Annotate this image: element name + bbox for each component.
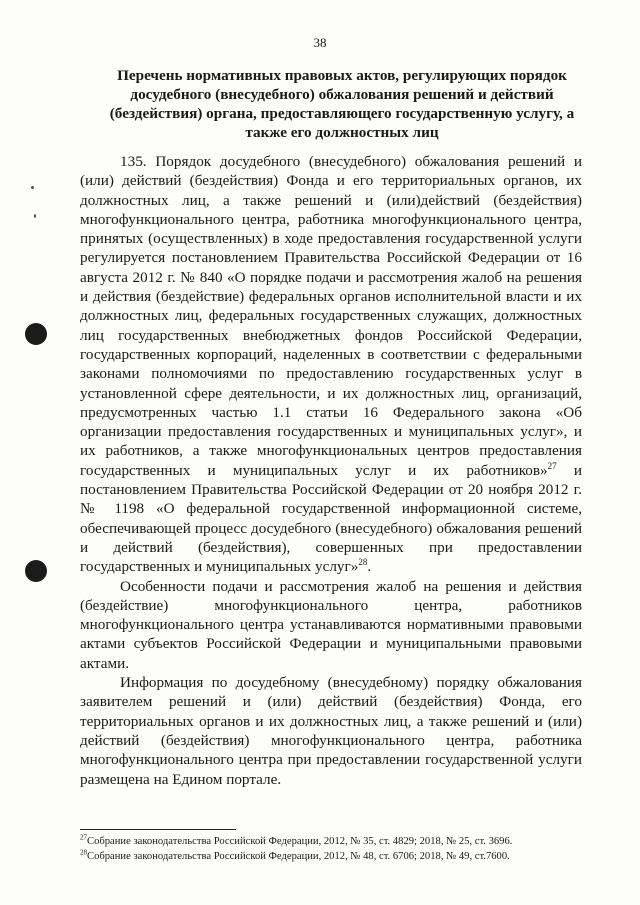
punch-hole-upper xyxy=(25,323,47,345)
footnote-27 xyxy=(80,834,590,849)
footnote-28 xyxy=(80,849,590,864)
footnote-text-28: Собрание законодательства Российской Федерации, 2012, № 48, ст. 6706; 2018, № 49, ст.7600. xyxy=(87,851,510,862)
section-title: Перечень нормативных правовых актов, регулирующих порядок досудебного (внесудебного) обжалования решений и действий (бездействия) органа, предоставляющего государственную услугу, а также его должностных лиц xyxy=(109,67,575,141)
footnote-ref-27[interactable]: 27 xyxy=(547,460,557,471)
paragraph-135-part-b: и постановлением Правительства Российской Федерации от 20 ноября 2012 г. № 1198 «О федеральной государственной информационной системе, обеспечивающей процесс досудебного (внесудебного) обжалования решений и действий (бездействия), совершенных при предоставлении государственных и муниципальных услуг» xyxy=(80,461,582,576)
footnote-divider xyxy=(80,829,236,830)
footnote-mark-28: 28 xyxy=(80,848,87,857)
footnote-text-27: Собрание законодательства Российской Федерации, 2012, № 35, ст. 4829; 2018, № 25, ст. 3696. xyxy=(87,836,513,847)
paragraph-135-part-c: . xyxy=(367,558,372,576)
footnote-ref-28[interactable]: 28 xyxy=(358,557,368,568)
scan-speck xyxy=(31,186,34,189)
paragraph-mfc-complaints: Особенности подачи и рассмотрения жалоб на решения и действия (бездействие) многофункционального центра, работников многофункционального центра устанавливаются нормативными правовыми актами субъектов Российской Федерации и муниципальными правовыми актами. xyxy=(80,577,582,672)
document-body xyxy=(80,152,582,789)
paragraph-appeal-info: Информация по досудебному (внесудебному) порядку обжалования заявителем решений и (или) действий (бездействия) Фонда, его территориальных органов и их должностных лиц, а также решений и (или) действий (бездействия) многофункционального центра, работника многофункционального центра при предоставлении государственной услуги размещена на Едином портале. xyxy=(80,674,582,788)
punch-hole-lower xyxy=(25,560,47,582)
paragraph-135 xyxy=(80,152,582,577)
scan-speck xyxy=(34,214,36,218)
paragraph-135-part-a: 135. Порядок досудебного (внесудебного) обжалования решений и (или) действий (бездействия) Фонда и его территориальных органов, их должностных лиц, а также решений и (или)действий (бездействия) многофункционального центра, работника многофункционального центра, принятых (осуществленных) в ходе предоставления государственной услуги регулируется постановлением Правительства Российской Федерации от 16 августа 2012 г. № 840 «О порядке подачи и рассмотрения жалоб на решения и действия (бездействие) федеральных органов исполнительной власти и их должностных лиц, федеральных государственных служащих, должностных лиц государственных внебюджетных фондов Российской Федерации, государственных корпораций, наделенных в соответствии с федеральными законами полномочиями по предоставлению государственных услуг в установленной сфере деятельности, и их должностных лиц, организаций, предусмотренных частью 1.1 статьи 16 Федерального закона «Об организации предоставления государственных и муниципальных услуг», и их работников, а также многофункциональных центров предоставления государственных и муниципальных услуг и их работников» xyxy=(80,153,582,479)
footnote-mark-27: 27 xyxy=(80,833,87,842)
footnotes xyxy=(80,834,590,864)
page-number: 38 xyxy=(313,35,327,50)
